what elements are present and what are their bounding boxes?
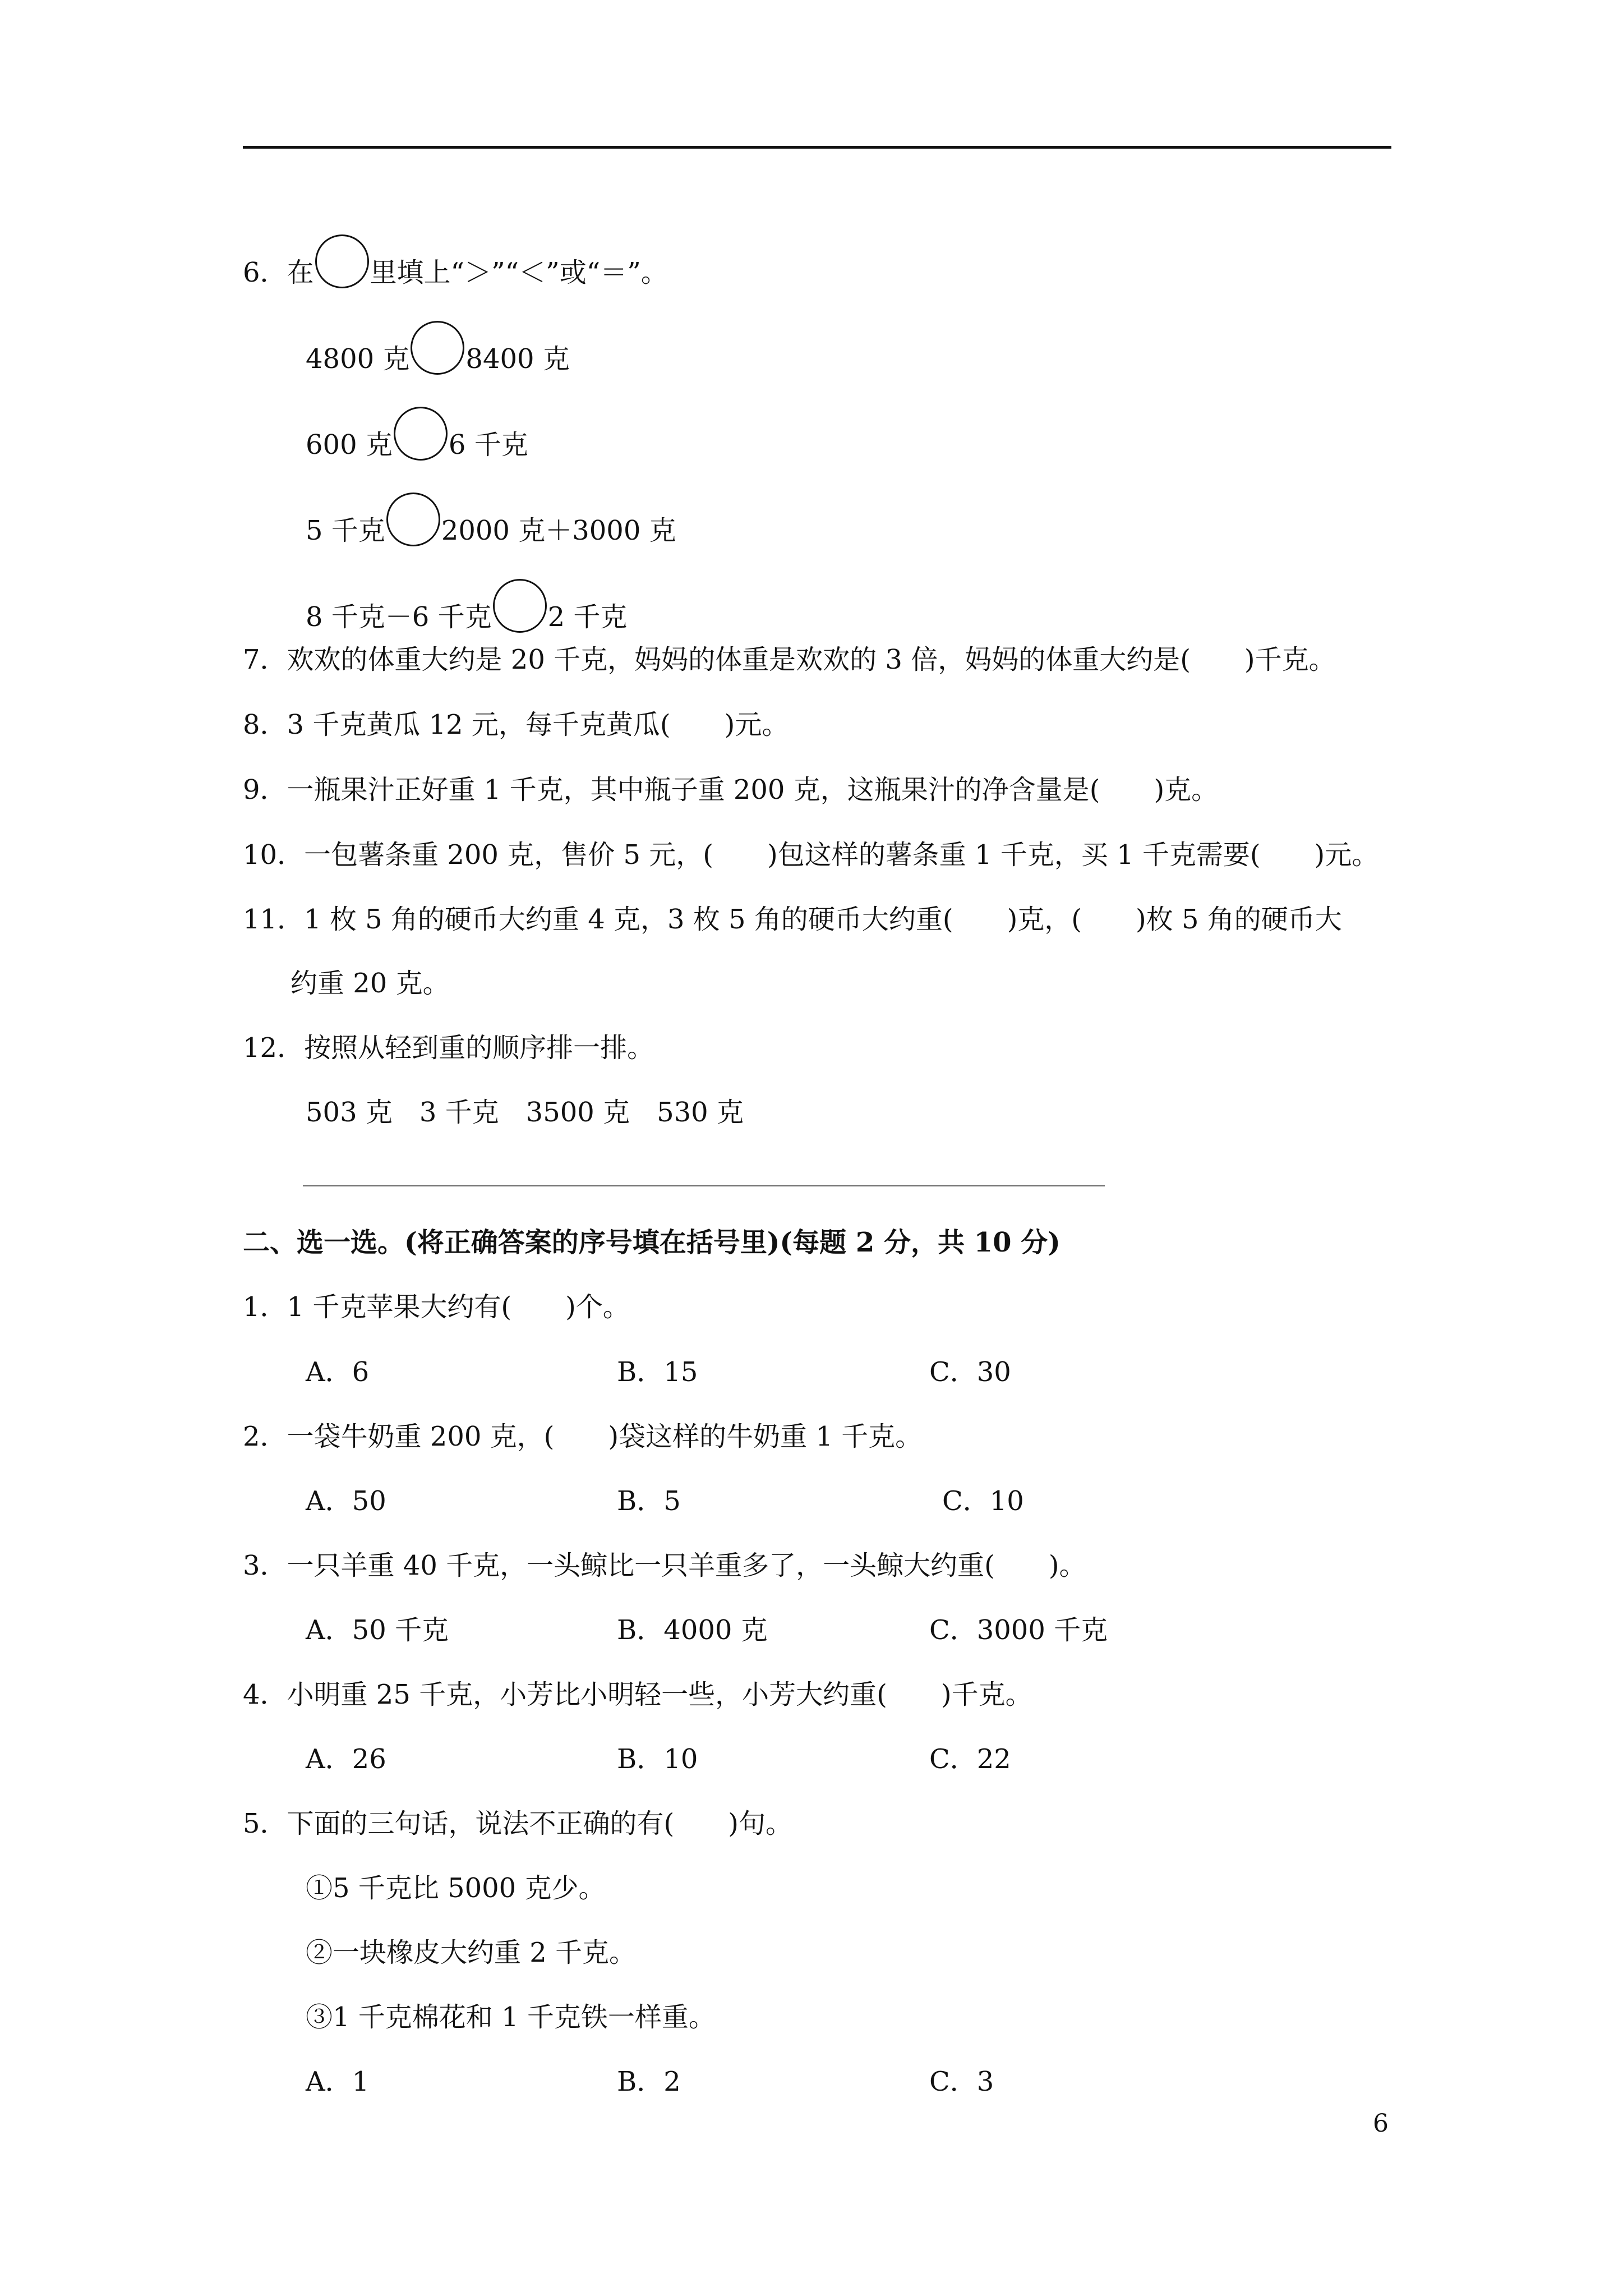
choice-q5: 5．下面的三句话，说法不正确的有( )句。 <box>243 1808 792 1839</box>
choice-q2-option-c[interactable]: C．10 <box>942 1485 1024 1517</box>
q6-item-1: 4800 克 8400 克 <box>306 321 570 376</box>
q11-text-line1: 11．1 枚 5 角的硬币大约重 4 克，3 枚 5 角的硬币大约重( )克，( )枚 5 角的硬币大 <box>243 904 1342 935</box>
q12-answer-line[interactable] <box>303 1185 1105 1186</box>
choice-q3: 3．一只羊重 40 千克，一头鲸比一只羊重多了，一头鲸大约重( )。 <box>243 1550 1086 1581</box>
compare-circle-4[interactable] <box>493 579 547 633</box>
choice-q5-statement-1: ①5 千克比 5000 克少。 <box>306 1872 606 1904</box>
q6-prompt <box>243 234 668 289</box>
choice-q4-option-a[interactable]: A．26 <box>306 1743 386 1775</box>
compare-circle-3[interactable] <box>386 493 440 546</box>
choice-q3-option-c[interactable]: C．3000 千克 <box>929 1614 1108 1646</box>
choice-q4-option-c[interactable]: C．22 <box>929 1743 1011 1775</box>
choice-q2-option-b[interactable]: B．5 <box>617 1485 681 1517</box>
choice-q5-option-b[interactable]: B．2 <box>617 2066 681 2097</box>
q6-item-2: 600 克 6 千克 <box>306 407 528 462</box>
q11-text-line2: 约重 20 克。 <box>291 968 450 999</box>
q12-text: 12．按照从轻到重的顺序排一排。 <box>243 1032 654 1064</box>
choice-q5-option-c[interactable]: C．3 <box>929 2066 994 2097</box>
choice-q5-statement-2: ②一块橡皮大约重 2 千克。 <box>306 1937 637 1968</box>
q10-text: 10．一包薯条重 200 克，售价 5 元，( )包这样的薯条重 1 千克，买 1 千克需要( )元。 <box>243 839 1379 871</box>
answer-circle-icon <box>315 234 369 288</box>
choice-q2: 2．一袋牛奶重 200 克，( )袋这样的牛奶重 1 千克。 <box>243 1421 923 1452</box>
choice-q4: 4．小明重 25 千克，小芳比小明轻一些，小芳大约重( )千克。 <box>243 1679 1032 1710</box>
choice-q5-statement-3: ③1 千克棉花和 1 千克铁一样重。 <box>306 2001 716 2033</box>
q6-prompt-start: 6．在 <box>243 257 314 288</box>
q7-text: 7．欢欢的体重大约是 20 千克，妈妈的体重是欢欢的 3 倍，妈妈的体重大约是( )千克。 <box>243 644 1336 675</box>
q9-text: 9．一瓶果汁正好重 1 千克，其中瓶子重 200 克，这瓶果汁的净含量是( )克。 <box>243 774 1219 806</box>
choice-q1-option-c[interactable]: C．30 <box>929 1356 1011 1388</box>
choice-q1-option-b[interactable]: B．15 <box>617 1356 698 1388</box>
page-number: 6 <box>1373 2109 1389 2138</box>
q6-item-3: 5 千克 2000 克＋3000 克 <box>306 493 676 547</box>
q6-prompt-end: 里填上“＞”“＜”或“＝”。 <box>370 257 668 288</box>
compare-circle-2[interactable] <box>394 407 448 461</box>
q6-item-4: 8 千克－6 千克 2 千克 <box>306 579 627 634</box>
choice-q4-option-b[interactable]: B．10 <box>617 1743 698 1775</box>
section-choice-title: 二、选一选。(将正确答案的序号填在括号里)(每题 2 分，共 10 分) <box>243 1227 1061 1258</box>
choice-q3-option-b[interactable]: B．4000 克 <box>617 1614 768 1646</box>
choice-q1-option-a[interactable]: A．6 <box>306 1356 370 1388</box>
choice-q5-option-a[interactable]: A．1 <box>306 2066 370 2097</box>
q8-text: 8．3 千克黄瓜 12 元，每千克黄瓜( )元。 <box>243 709 789 740</box>
header-rule <box>243 146 1391 149</box>
choice-q2-option-a[interactable]: A．50 <box>306 1485 386 1517</box>
choice-q3-option-a[interactable]: A．50 千克 <box>306 1614 449 1646</box>
q12-items: 503 克 3 千克 3500 克 530 克 <box>306 1097 744 1128</box>
compare-circle-1[interactable] <box>411 321 464 375</box>
choice-q1: 1．1 千克苹果大约有( )个。 <box>243 1291 630 1323</box>
